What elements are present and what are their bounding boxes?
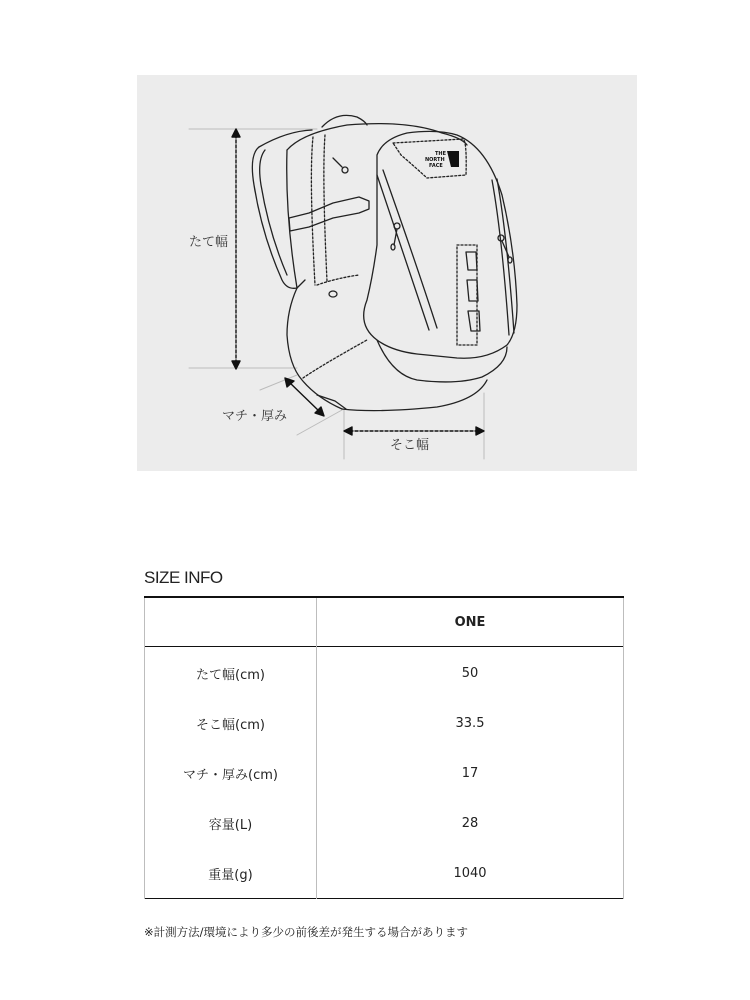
height-label: たて幅: [189, 235, 229, 250]
table-row: [145, 647, 624, 699]
measurement-note: ※計測方法/環境により多少の前後差が発生する場合があります: [144, 925, 469, 939]
header-blank-cell: [145, 597, 317, 647]
header-size-one: ONE: [317, 597, 624, 647]
row-value: 50: [317, 647, 624, 699]
size-info-table: [144, 596, 624, 899]
depth-label: マチ・厚み: [222, 409, 288, 424]
table-row: [145, 848, 624, 899]
row-label: 重量(g): [145, 848, 317, 899]
table-header-row: [145, 597, 624, 647]
brand-logo: THE: [435, 151, 447, 157]
svg-text:FACE: FACE: [429, 163, 443, 169]
bottom-width-label: そこ幅: [390, 438, 430, 453]
table-row: [145, 698, 624, 748]
row-label: そこ幅(cm): [145, 698, 317, 748]
backpack-illustration: [137, 75, 637, 471]
row-label: マチ・厚み(cm): [145, 748, 317, 798]
row-value: 28: [317, 798, 624, 848]
row-value: 17: [317, 748, 624, 798]
size-info-title: SIZE INFO: [144, 568, 223, 587]
row-value: 33.5: [317, 698, 624, 748]
row-label: 容量(L): [145, 798, 317, 848]
table-row: [145, 798, 624, 848]
backpack-dimension-diagram: [137, 75, 637, 471]
row-label: たて幅(cm): [145, 647, 317, 699]
row-value: 1040: [317, 848, 624, 899]
table-row: [145, 748, 624, 798]
svg-text:NORTH: NORTH: [425, 157, 445, 163]
